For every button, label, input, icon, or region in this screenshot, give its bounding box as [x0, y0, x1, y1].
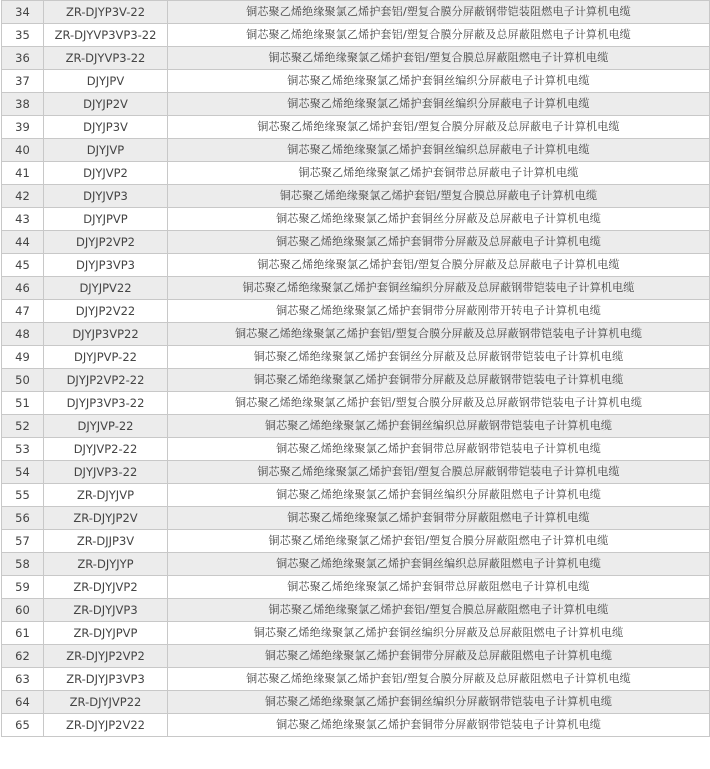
table-row: [2, 1, 710, 24]
row-number: 45: [2, 254, 44, 277]
cable-description: 铜芯聚乙烯绝缘聚氯乙烯护套铝/塑复合膜分屏蔽钢带铠装阻燃电子计算机电缆: [168, 1, 710, 24]
cable-description: 铜芯聚乙烯绝缘聚氯乙烯护套铜丝编织分屏蔽钢带铠装电子计算机电缆: [168, 691, 710, 714]
table-row: [2, 24, 710, 47]
cable-model: ZR-DJYJP2VP2: [44, 645, 168, 668]
cable-description: 铜芯聚乙烯绝缘聚氯乙烯护套铜丝编织分屏蔽电子计算机电缆: [168, 93, 710, 116]
table-row: [2, 70, 710, 93]
cable-model: ZR-DJYJP3VP3: [44, 668, 168, 691]
cable-model: DJYJPVP-22: [44, 346, 168, 369]
row-number: 42: [2, 185, 44, 208]
table-row: [2, 415, 710, 438]
cable-description: 铜芯聚乙烯绝缘聚氯乙烯护套铝/塑复合膜分屏蔽及总屏蔽钢带铠装电子计算机电缆: [168, 323, 710, 346]
cable-model: ZR-DJYJP2V: [44, 507, 168, 530]
table-row: [2, 300, 710, 323]
row-number: 63: [2, 668, 44, 691]
cable-description: 铜芯聚乙烯绝缘聚氯乙烯护套铜丝编织总屏蔽阻燃电子计算机电缆: [168, 553, 710, 576]
cable-description: 铜芯聚乙烯绝缘聚氯乙烯护套铜丝编织分屏蔽及总屏蔽钢带铠装电子计算机电缆: [168, 277, 710, 300]
cable-model: DJYJPVP: [44, 208, 168, 231]
table-row: [2, 254, 710, 277]
row-number: 41: [2, 162, 44, 185]
cable-model: ZR-DJYJP2V22: [44, 714, 168, 737]
table-row: [2, 93, 710, 116]
cable-description: 铜芯聚乙烯绝缘聚氯乙烯护套铜带总屏蔽阻燃电子计算机电缆: [168, 576, 710, 599]
table-row: [2, 461, 710, 484]
table-row: [2, 553, 710, 576]
cable-model: DJYJP3VP3-22: [44, 392, 168, 415]
table-row: [2, 668, 710, 691]
row-number: 48: [2, 323, 44, 346]
cable-model: ZR-DJJP3V: [44, 530, 168, 553]
cable-model: DJYJP3V: [44, 116, 168, 139]
table-row: [2, 392, 710, 415]
row-number: 61: [2, 622, 44, 645]
table-row: [2, 645, 710, 668]
row-number: 58: [2, 553, 44, 576]
row-number: 51: [2, 392, 44, 415]
row-number: 65: [2, 714, 44, 737]
row-number: 52: [2, 415, 44, 438]
table-row: [2, 599, 710, 622]
row-number: 60: [2, 599, 44, 622]
cable-description: 铜芯聚乙烯绝缘聚氯乙烯护套铜丝编织分屏蔽及总屏蔽阻燃电子计算机电缆: [168, 622, 710, 645]
cable-model: DJYJVP-22: [44, 415, 168, 438]
cable-description: 铜芯聚乙烯绝缘聚氯乙烯护套铝/塑复合膜分屏蔽及总屏蔽阻燃电子计算机电缆: [168, 24, 710, 47]
cable-model: ZR-DJYVP3-22: [44, 47, 168, 70]
table-row: [2, 116, 710, 139]
cable-description: 铜芯聚乙烯绝缘聚氯乙烯护套铝/塑复合膜总屏蔽电子计算机电缆: [168, 185, 710, 208]
cable-model: DJYJP2VP2: [44, 231, 168, 254]
row-number: 55: [2, 484, 44, 507]
table-row: [2, 185, 710, 208]
cable-model: DJYJVP2: [44, 162, 168, 185]
cable-model: DJYJPV: [44, 70, 168, 93]
cable-description: 铜芯聚乙烯绝缘聚氯乙烯护套铜带分屏蔽及总屏蔽钢带铠装电子计算机电缆: [168, 369, 710, 392]
table-row: [2, 139, 710, 162]
cable-model: DJYJP2V22: [44, 300, 168, 323]
row-number: 50: [2, 369, 44, 392]
cable-model: DJYJVP3: [44, 185, 168, 208]
cable-description: 铜芯聚乙烯绝缘聚氯乙烯护套铝/塑复合膜分屏蔽及总屏蔽阻燃电子计算机电缆: [168, 668, 710, 691]
row-number: 40: [2, 139, 44, 162]
table-row: [2, 576, 710, 599]
cable-description: 铜芯聚乙烯绝缘聚氯乙烯护套铜丝编织分屏蔽电子计算机电缆: [168, 70, 710, 93]
cable-model: DJYJP3VP22: [44, 323, 168, 346]
cable-model: DJYJP2V: [44, 93, 168, 116]
row-number: 47: [2, 300, 44, 323]
row-number: 34: [2, 1, 44, 24]
row-number: 54: [2, 461, 44, 484]
row-number: 49: [2, 346, 44, 369]
cable-description: 铜芯聚乙烯绝缘聚氯乙烯护套铜带总屏蔽钢带铠装电子计算机电缆: [168, 438, 710, 461]
cable-model: DJYJPV22: [44, 277, 168, 300]
cable-model: ZR-DJYJVP: [44, 484, 168, 507]
row-number: 39: [2, 116, 44, 139]
cable-model: DJYJVP: [44, 139, 168, 162]
table-row: [2, 438, 710, 461]
cable-model: ZR-DJYP3V-22: [44, 1, 168, 24]
cable-model: DJYJP2VP2-22: [44, 369, 168, 392]
cable-model: ZR-DJYVP3VP3-22: [44, 24, 168, 47]
row-number: 35: [2, 24, 44, 47]
row-number: 37: [2, 70, 44, 93]
table-row: [2, 277, 710, 300]
cable-description: 铜芯聚乙烯绝缘聚氯乙烯护套铝/塑复合膜总屏蔽钢带铠装电子计算机电缆: [168, 461, 710, 484]
table-row: [2, 530, 710, 553]
row-number: 36: [2, 47, 44, 70]
cable-description: 铜芯聚乙烯绝缘聚氯乙烯护套铜带分屏蔽阻燃电子计算机电缆: [168, 507, 710, 530]
row-number: 62: [2, 645, 44, 668]
table-row: [2, 162, 710, 185]
row-number: 64: [2, 691, 44, 714]
cable-description: 铜芯聚乙烯绝缘聚氯乙烯护套铜丝编织总屏蔽钢带铠装电子计算机电缆: [168, 415, 710, 438]
row-number: 46: [2, 277, 44, 300]
table-row: [2, 208, 710, 231]
cable-model: DJYJVP3-22: [44, 461, 168, 484]
cable-model: ZR-DJYJVP22: [44, 691, 168, 714]
cable-description: 铜芯聚乙烯绝缘聚氯乙烯护套铜带分屏蔽及总屏蔽阻燃电子计算机电缆: [168, 645, 710, 668]
cable-description: 铜芯聚乙烯绝缘聚氯乙烯护套铜丝编织分屏蔽阻燃电子计算机电缆: [168, 484, 710, 507]
cable-description: 铜芯聚乙烯绝缘聚氯乙烯护套铝/塑复合膜分屏蔽及总屏蔽钢带铠装电子计算机电缆: [168, 392, 710, 415]
table-body: [2, 1, 710, 737]
cable-model-table: [1, 0, 710, 737]
cable-model: ZR-DJYJYP: [44, 553, 168, 576]
table-row: [2, 369, 710, 392]
cable-description: 铜芯聚乙烯绝缘聚氯乙烯护套铜带分屏蔽钢带铠装电子计算机电缆: [168, 714, 710, 737]
table-row: [2, 691, 710, 714]
row-number: 59: [2, 576, 44, 599]
cable-description: 铜芯聚乙烯绝缘聚氯乙烯护套铝/塑复合膜分屏蔽阻燃电子计算机电缆: [168, 530, 710, 553]
table-row: [2, 714, 710, 737]
row-number: 53: [2, 438, 44, 461]
cable-description: 铜芯聚乙烯绝缘聚氯乙烯护套铜丝分屏蔽及总屏蔽钢带铠装电子计算机电缆: [168, 346, 710, 369]
row-number: 57: [2, 530, 44, 553]
cable-description: 铜芯聚乙烯绝缘聚氯乙烯护套铜丝编织总屏蔽电子计算机电缆: [168, 139, 710, 162]
row-number: 43: [2, 208, 44, 231]
table-row: [2, 346, 710, 369]
cable-model: ZR-DJYJPVP: [44, 622, 168, 645]
cable-description: 铜芯聚乙烯绝缘聚氯乙烯护套铜带分屏蔽刚带开转电子计算机电缆: [168, 300, 710, 323]
table-row: [2, 47, 710, 70]
table-row: [2, 231, 710, 254]
row-number: 44: [2, 231, 44, 254]
table-row: [2, 323, 710, 346]
cable-model: ZR-DJYJVP3: [44, 599, 168, 622]
cable-description: 铜芯聚乙烯绝缘聚氯乙烯护套铜带总屏蔽电子计算机电缆: [168, 162, 710, 185]
table-row: [2, 484, 710, 507]
cable-model: ZR-DJYJVP2: [44, 576, 168, 599]
cable-description: 铜芯聚乙烯绝缘聚氯乙烯护套铜丝分屏蔽及总屏蔽电子计算机电缆: [168, 208, 710, 231]
cable-description: 铜芯聚乙烯绝缘聚氯乙烯护套铝/塑复合膜总屏蔽阻燃电子计算机电缆: [168, 47, 710, 70]
table-row: [2, 622, 710, 645]
row-number: 38: [2, 93, 44, 116]
row-number: 56: [2, 507, 44, 530]
cable-description: 铜芯聚乙烯绝缘聚氯乙烯护套铝/塑复合膜总屏蔽阻燃电子计算机电缆: [168, 599, 710, 622]
cable-description: 铜芯聚乙烯绝缘聚氯乙烯护套铜带分屏蔽及总屏蔽电子计算机电缆: [168, 231, 710, 254]
cable-model: DJYJP3VP3: [44, 254, 168, 277]
table-row: [2, 507, 710, 530]
cable-description: 铜芯聚乙烯绝缘聚氯乙烯护套铝/塑复合膜分屏蔽及总屏蔽电子计算机电缆: [168, 254, 710, 277]
cable-model: DJYJVP2-22: [44, 438, 168, 461]
cable-description: 铜芯聚乙烯绝缘聚氯乙烯护套铝/塑复合膜分屏蔽及总屏蔽电子计算机电缆: [168, 116, 710, 139]
